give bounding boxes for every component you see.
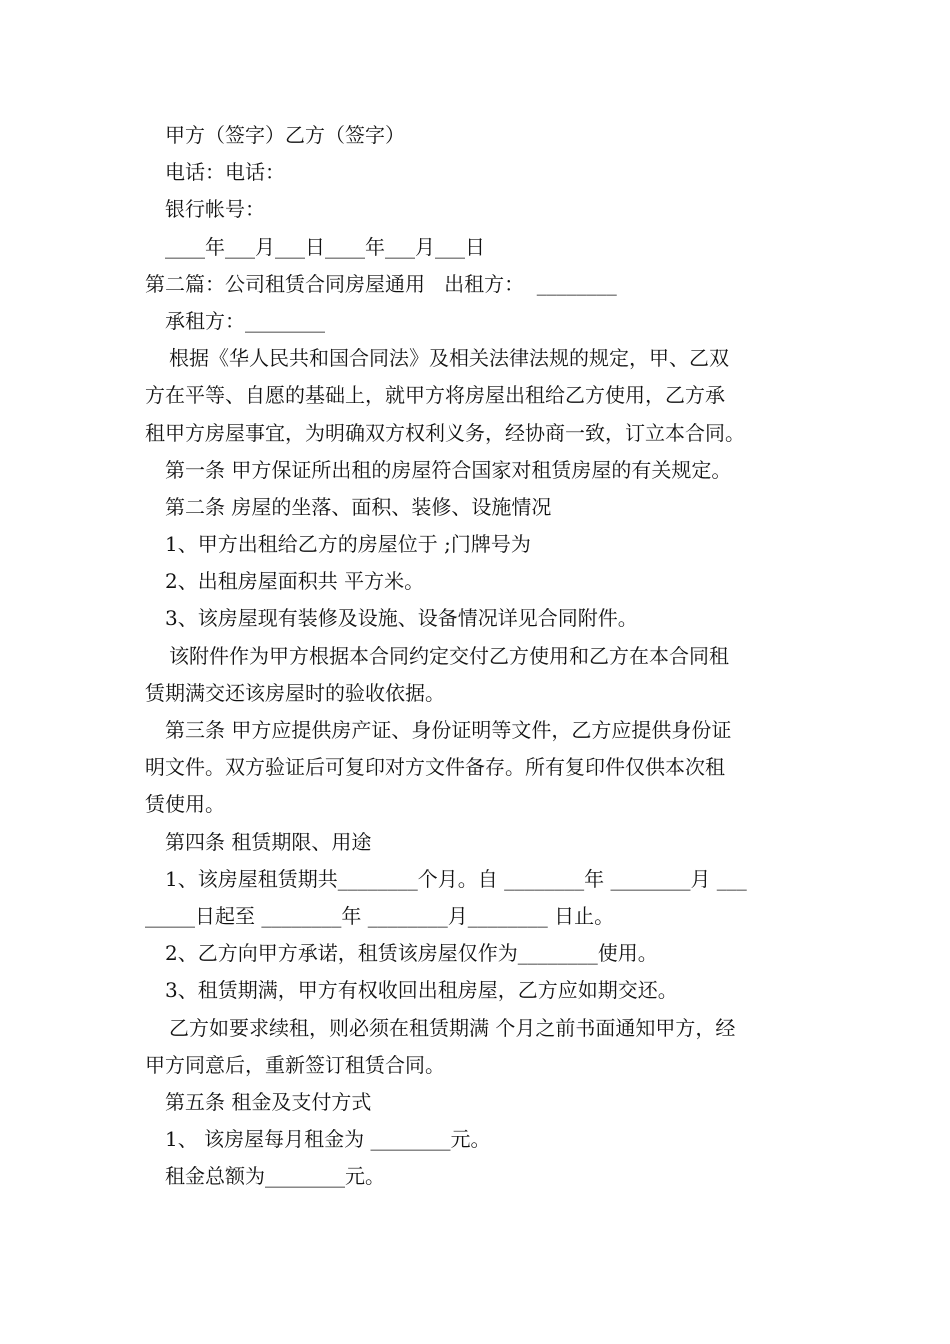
article-4-item-1-continued: _____日起至 ________年 ________月________ 日止。 <box>145 903 615 928</box>
paragraph-line: 根据《华人民共和国合同法》及相关法律法规的规定，甲、乙双 <box>169 346 729 371</box>
article-1-line: 第一条 甲方保证所出租的房屋符合国家对租赁房屋的有关规定。 <box>165 457 732 482</box>
article-2-item-1: 1、甲方出租给乙方的房屋位于 ;门牌号为 <box>165 532 531 557</box>
bank-account-line: 银行帐号： <box>165 197 265 222</box>
article-5-heading: 第五条 租金及支付方式 <box>165 1089 372 1114</box>
paragraph-line: 明文件。双方验证后可复印对方文件备存。所有复印件仅供本次租 <box>145 755 725 780</box>
paragraph-line: 甲方同意后，重新签订租赁合同。 <box>145 1052 445 1077</box>
article-4-heading: 第四条 租赁期限、用途 <box>165 829 372 854</box>
paragraph-line: 赁期满交还该房屋时的验收依据。 <box>145 680 445 705</box>
chapter-title-lessor-line: 第二篇：公司租赁合同房屋通用 出租方： ________ <box>145 271 617 296</box>
date-line: ____年___月___日____年___月___日 <box>165 234 485 259</box>
article-4-item-3: 3、租赁期满，甲方有权收回出租房屋，乙方应如期交还。 <box>165 978 678 1003</box>
article-4-item-1: 1、该房屋租赁期共________个月。自 ________年 ________月 ___ <box>165 866 747 891</box>
rent-total-line: 租金总额为________元。 <box>165 1164 385 1189</box>
paragraph-line: 方在平等、自愿的基础上，就甲方将房屋出租给乙方使用，乙方承 <box>145 383 725 408</box>
article-3-line: 第三条 甲方应提供房产证、身份证明等文件，乙方应提供身份证 <box>165 718 732 742</box>
paragraph-line: 租甲方房屋事宜，为明确双方权利义务，经协商一致，订立本合同。 <box>145 420 745 445</box>
article-2-item-2: 2、出租房屋面积共 平方米。 <box>165 569 425 594</box>
article-2-heading: 第二条 房屋的坐落、面积、装修、设施情况 <box>165 494 552 519</box>
article-2-item-3: 3、该房屋现有装修及设施、设备情况详见合同附件。 <box>165 606 638 631</box>
document-body <box>145 117 810 1195</box>
article-5-item-1: 1、 该房屋每月租金为 ________元。 <box>165 1127 491 1152</box>
phone-line: 电话：电话： <box>165 160 285 185</box>
paragraph-line: 乙方如要求续租，则必须在租赁期满 个月之前书面通知甲方，经 <box>169 1015 736 1040</box>
paragraph-line: 该附件作为甲方根据本合同约定交付乙方使用和乙方在本合同租 <box>169 643 729 668</box>
signature-line: 甲方（签字）乙方（签字） <box>165 123 405 147</box>
lessee-line: 承租方：________ <box>165 308 325 333</box>
paragraph-line: 赁使用。 <box>145 792 225 817</box>
article-4-item-2: 2、乙方向甲方承诺，租赁该房屋仅作为________使用。 <box>165 941 658 966</box>
